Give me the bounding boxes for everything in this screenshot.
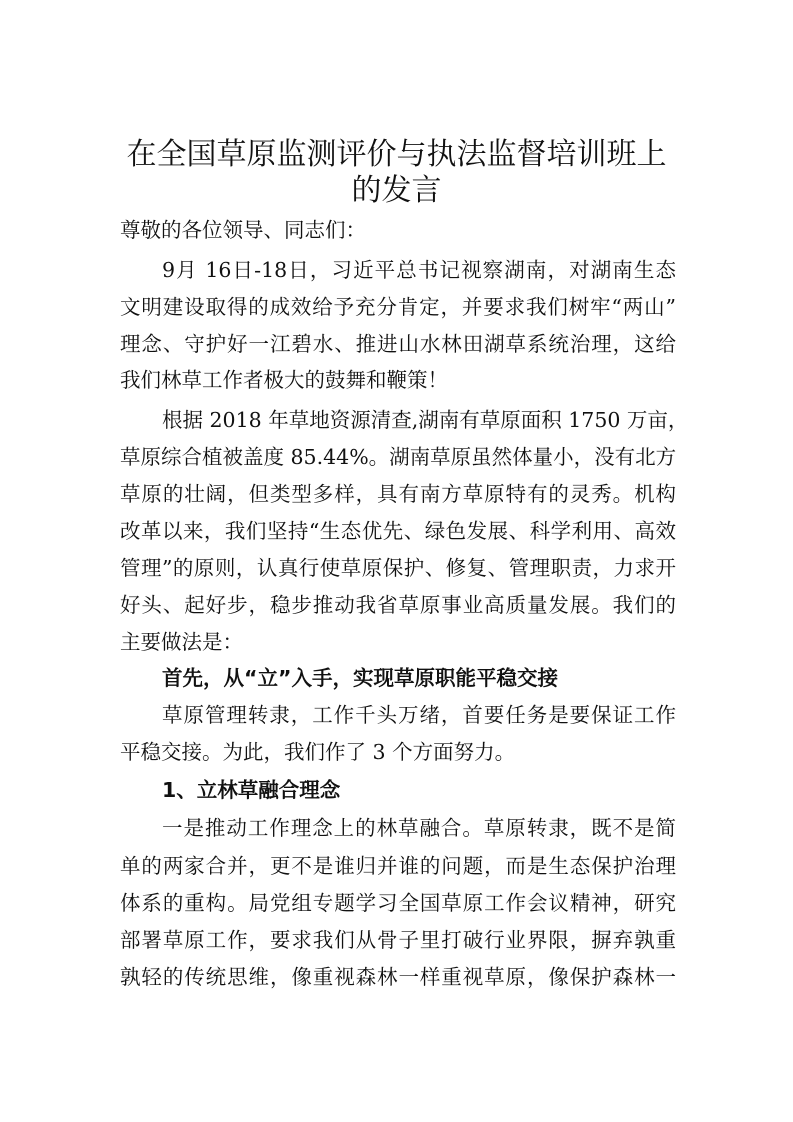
- section-heading: 首先，从“立”入手，实现草原职能平稳交接: [162, 666, 558, 690]
- para2-line: 根据 2018 年草地资源清查,湖南有草原面积 1750 万亩，: [162, 408, 689, 432]
- para4-line: 部署草原工作，要求我们从骨子里打破行业界限，摒弃孰重: [120, 928, 676, 952]
- para1-line: 我们林草工作者极大的鼓舞和鞭策！: [120, 368, 448, 392]
- document-title-line-2: 的发言: [351, 173, 442, 208]
- para2-line: 管理”的原则，认真行使草原保护、修复、管理职责，力求开: [120, 556, 676, 580]
- para4-line: 孰轻的传统思维，像重视森林一样重视草原，像保护森林一: [120, 965, 676, 989]
- para3-line: 草原管理转隶，工作千头万绪，首要任务是要保证工作: [162, 703, 676, 727]
- para2-line: 改革以来，我们坚持“生态优先、绿色发展、科学利用、高效: [120, 519, 676, 543]
- para1-line: 文明建设取得的成效给予充分肯定，并要求我们树牢“两山”: [120, 295, 676, 319]
- document-title-line-1: 在全国草原监测评价与执法监督培训班上: [126, 137, 667, 172]
- para2-line: 主要做法是：: [120, 630, 243, 654]
- para1-line: 9月 16日-18日，习近平总书记视察湖南，对湖南生态: [162, 258, 676, 282]
- para4-line: 体系的重构。局党组专题学习全国草原工作会议精神，研究: [120, 891, 676, 915]
- para2-line: 草原综合植被盖度 85.44%。湖南草原虽然体量小，没有北方: [120, 445, 677, 469]
- para4-line: 一是推动工作理念上的林草融合。草原转隶，既不是简: [162, 816, 676, 840]
- subsection-heading: 1、立林草融合理念: [162, 778, 341, 802]
- para4-line: 单的两家合并，更不是谁归并谁的问题，而是生态保护治理: [120, 854, 676, 878]
- para2-line: 草原的壮阔，但类型多样，具有南方草原特有的灵秀。机构: [120, 482, 676, 506]
- greeting: 尊敬的各位领导、同志们：: [120, 218, 366, 242]
- para1-line: 理念、守护好一江碧水、推进山水林田湖草系统治理，这给: [120, 332, 676, 356]
- para3-line: 平稳交接。为此，我们作了 3 个方面努力。: [120, 740, 516, 764]
- para2-line: 好头、起好步，稳步推动我省草原事业高质量发展。我们的: [120, 593, 676, 617]
